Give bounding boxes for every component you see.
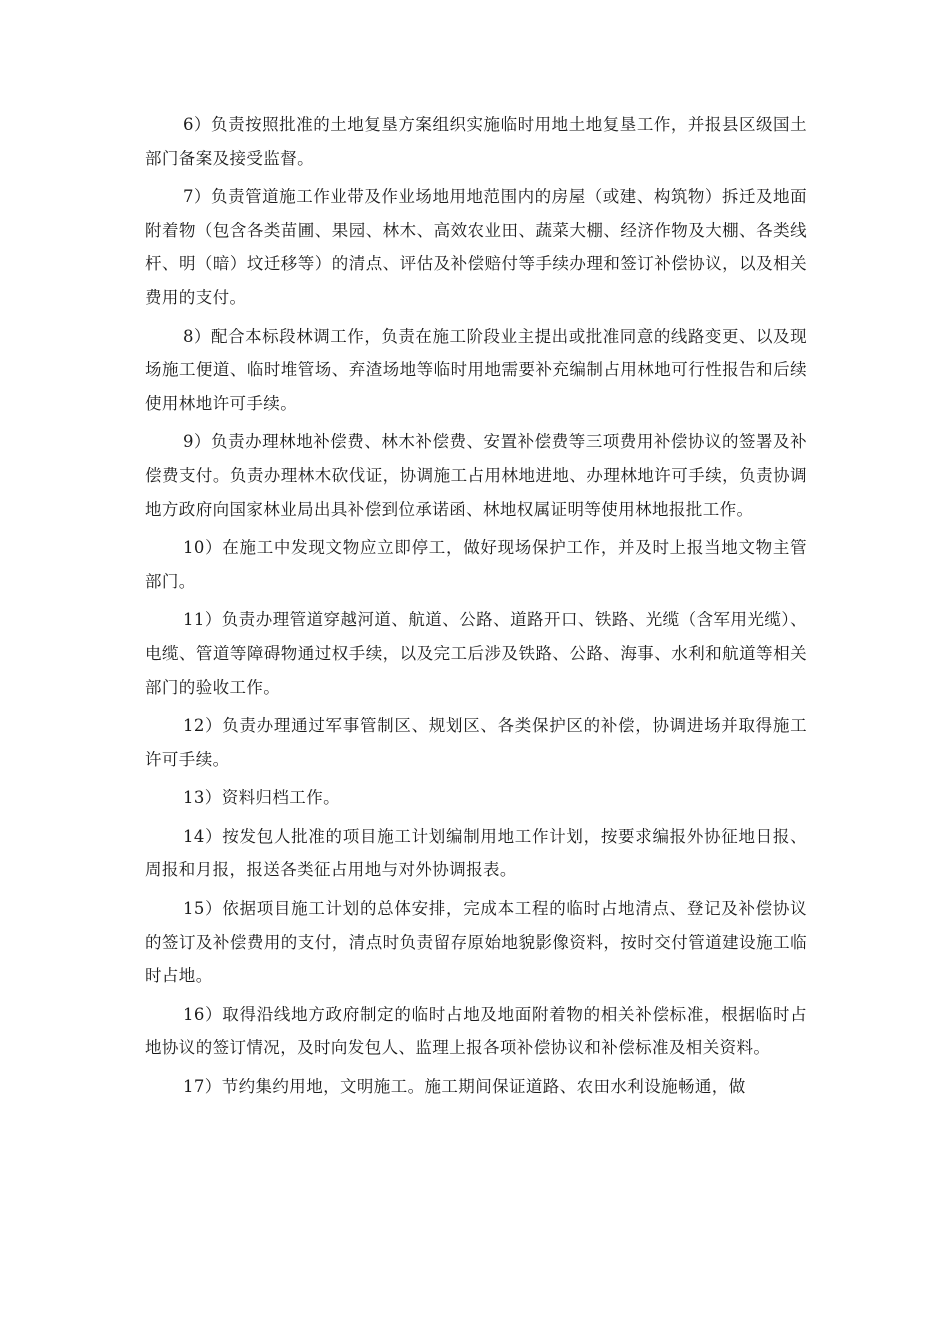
paragraph-item-10: 10）在施工中发现文物应立即停工，做好现场保护工作，并及时上报当地文物主管部门。	[145, 538, 807, 591]
paragraph-item-15: 15）依据项目施工计划的总体安排，完成本工程的临时占地清点、登记及补偿协议的签订及补偿费用的支付，清点时负责留存原始地貌影像资料，按时交付管道建设施工临时占地。	[145, 899, 807, 986]
paragraph-item-11: 11）负责办理管道穿越河道、航道、公路、道路开口、铁路、光缆（含军用光缆）、电缆、管道等障碍物通过权手续，以及完工后涉及铁路、公路、海事、水利和航道等相关部门的验收工作。	[145, 610, 807, 697]
paragraph-item-6: 6）负责按照批准的土地复垦方案组织实施临时用地土地复垦工作，并报县区级国土部门备案及接受监督。	[145, 115, 807, 168]
document-body	[145, 108, 807, 1109]
paragraph-item-14: 14）按发包人批准的项目施工计划编制用地工作计划，按要求编报外协征地日报、周报和月报，报送各类征占用地与对外协调报表。	[145, 826, 807, 880]
paragraph-item-16: 16）取得沿线地方政府制定的临时占地及地面附着物的相关补偿标准，根据临时占地协议的签订情况，及时向发包人、监理上报各项补偿协议和补偿标准及相关资料。	[145, 1004, 807, 1058]
paragraph-item-12: 12）负责办理通过军事管制区、规划区、各类保护区的补偿，协调进场并取得施工许可手续。	[145, 716, 807, 769]
paragraph-item-8: 8）配合本标段林调工作，负责在施工阶段业主提出或批准同意的线路变更、以及现场施工便道、临时堆管场、弃渣场地等临时用地需要补充编制占用林地可行性报告和后续使用林地许可手续。	[145, 326, 807, 413]
paragraph-item-7: 7）负责管道施工作业带及作业场地用地范围内的房屋（或建、构筑物）拆迁及地面附着物（包含各类苗圃、果园、林木、高效农业田、蔬菜大棚、经济作物及大棚、各类线杆、明（暗）坟迁移等）的清点、评估及补偿赔付等手续办理和签订补偿协议，以及相关费用的支付。	[145, 187, 807, 307]
paragraph-item-17: 17）节约集约用地，文明施工。施工期间保证道路、农田水利设施畅通，做	[183, 1077, 746, 1097]
paragraph-item-9: 9）负责办理林地补偿费、林木补偿费、安置补偿费等三项费用补偿协议的签署及补偿费支付。负责办理林木砍伐证，协调施工占用林地进地、办理林地许可手续，负责协调地方政府向国家林业局出具补偿到位承诺函、林地权属证明等使用林地报批工作。	[145, 432, 807, 519]
paragraph-item-13: 13）资料归档工作。	[183, 788, 340, 808]
